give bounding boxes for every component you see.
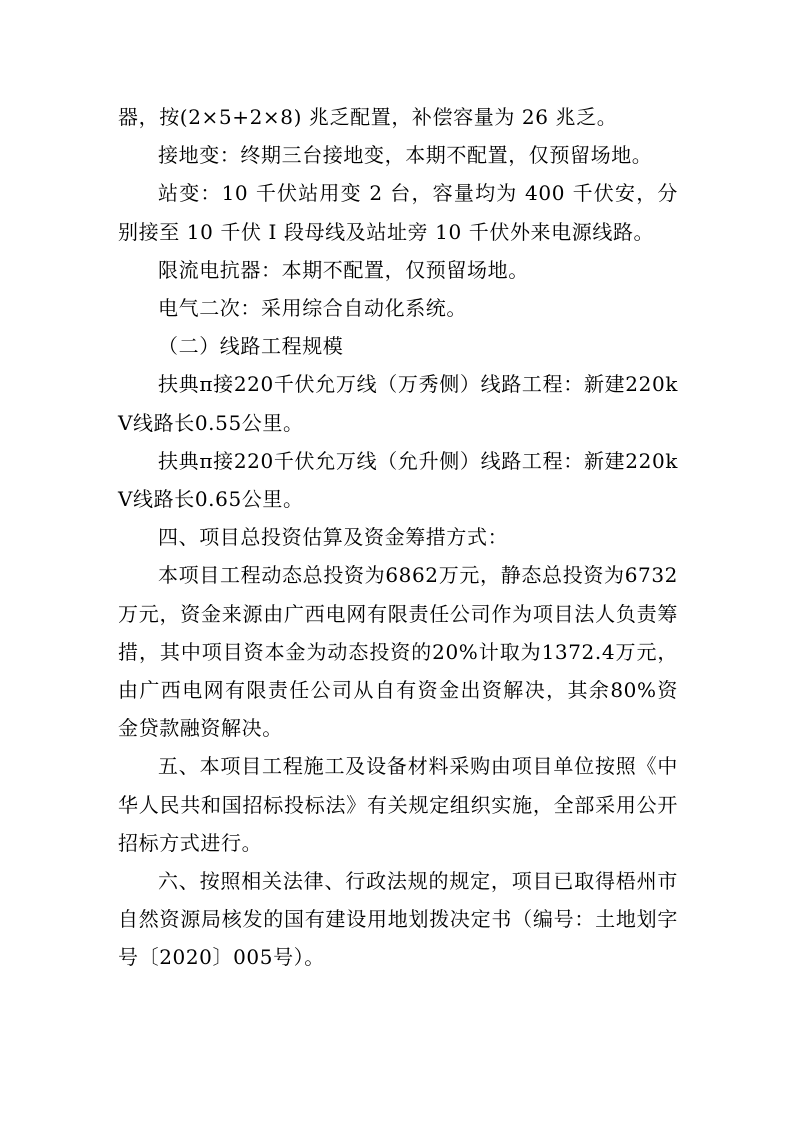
paragraph-investment-details: 本项目工程动态总投资为6862万元，静态总投资为6732万元，资金来源由广西电网有限责任公司作为项目法人负责筹措，其中项目资本金为动态投资的20%计取为1372.4万元，由广西电网有限责任公司从自有资金出资解决，其余80%资金贷款融资解决。 <box>118 563 678 741</box>
paragraph-line-yunsheng-side: 扶典π接220千伏允万线（允升侧）线路工程：新建220kV线路长0.65公里。 <box>118 448 678 512</box>
heading-investment-financing: 四、项目总投资估算及资金筹措方式： <box>158 525 509 550</box>
heading-line-project-scale: （二）线路工程规模 <box>158 334 344 359</box>
paragraph-current-limiting-reactor: 限流电抗器：本期不配置，仅预留场地。 <box>158 257 529 282</box>
document-body <box>118 98 678 977</box>
paragraph-land-allocation: 六、按照相关法律、行政法规的规定，项目已取得梧州市自然资源局核发的国有建设用地划拨决定书（编号：土地划字号〔2020〕005号）。 <box>118 869 678 970</box>
paragraph-station-transformer: 站变：10 千伏站用变 2 台，容量均为 400 千伏安，分别接至 10 千伏 I 段母线及站址旁 10 千伏外来电源线路。 <box>118 181 678 244</box>
paragraph-grounding-transformer: 接地变：终期三台接地变，本期不配置，仅预留场地。 <box>158 143 653 168</box>
paragraph-line-wanxiu-side: 扶典π接220千伏允万线（万秀侧）线路工程：新建220kV线路长0.55公里。 <box>118 372 678 435</box>
paragraph-procurement: 五、本项目工程施工及设备材料采购由项目单位按照《中华人民共和国招标投标法》有关规定组织实施，全部采用公开招标方式进行。 <box>118 754 678 855</box>
paragraph-capacitor-continuation: 器，按(2×5+2×8) 兆乏配置，补偿容量为 26 兆乏。 <box>118 105 618 129</box>
paragraph-secondary-system: 电气二次：采用综合自动化系统。 <box>158 296 467 321</box>
